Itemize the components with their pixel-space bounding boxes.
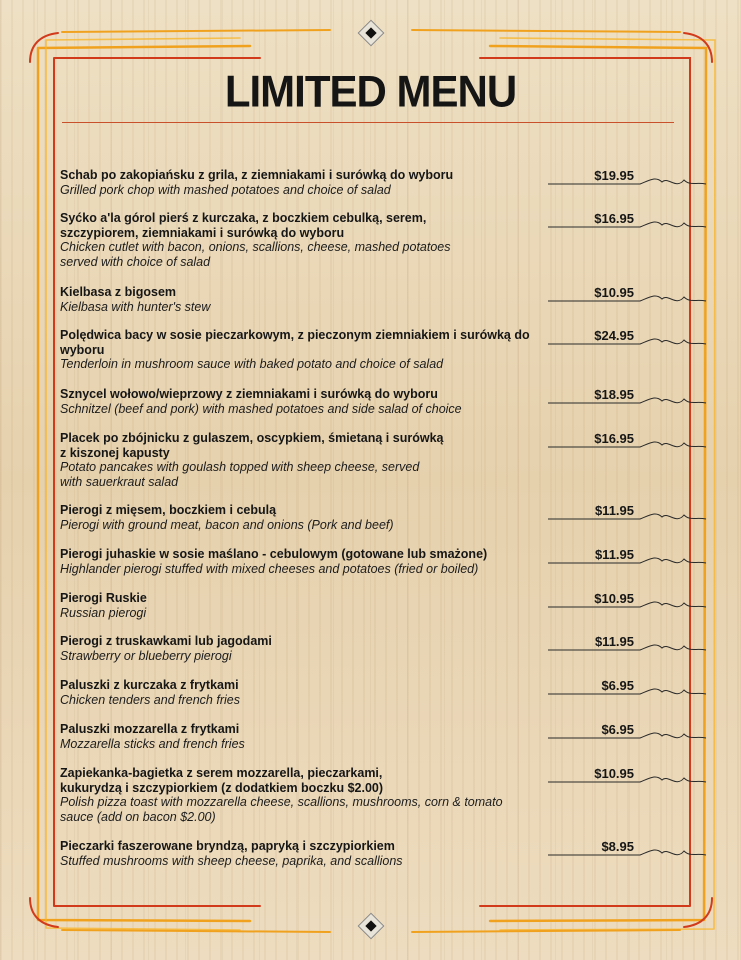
item-name: Pieczarki faszerowane bryndzą, papryką i szczypiorkiem [60, 839, 395, 853]
item-description: Polish pizza toast with mozzarella cheese, scallions, mushrooms, corn & tomato sauce (add on bacon $2.00) [60, 795, 503, 824]
price-swirl [548, 514, 706, 519]
item-description: Russian pierogi [60, 605, 147, 620]
item-price: $24.95 [594, 328, 634, 343]
item-price: $10.95 [594, 285, 634, 300]
item-name: Kielbasa z bigosem [60, 285, 177, 299]
item-price: $16.95 [594, 431, 634, 446]
item-description: Grilled pork chop with mashed potatoes and choice of salad [60, 182, 391, 197]
price-swirl [548, 558, 706, 563]
price-swirl [548, 398, 706, 403]
item-name: Paluszki mozzarella z frytkami [60, 722, 240, 736]
item-name: Syćko a'la górol pierś z kurczaka, z boczkiem cebulką, serem, szczypiorem, ziemniakami i surówką do wyboru [60, 211, 427, 240]
price-swirl [548, 602, 706, 607]
item-description: Chicken tenders and french fries [60, 692, 240, 707]
item-name: Paluszki z kurczaka z frytkami [60, 678, 239, 692]
item-description: Highlander pierogi stuffed with mixed cheeses and potatoes (fried or boiled) [60, 561, 479, 576]
item-name: Placek po zbójnicku z gulaszem, oscypkiem, śmietaną i surówką z kiszonej kapusty [60, 431, 444, 460]
item-name: Polędwica bacy w sosie pieczarkowym, z pieczonym ziemniakiem i surówką do wyboru [60, 328, 530, 357]
item-description: Stuffed mushrooms with sheep cheese, paprika, and scallions [60, 853, 403, 868]
item-description: Kielbasa with hunter's stew [60, 299, 211, 314]
item-price: $10.95 [594, 591, 634, 606]
price-swirl [548, 850, 706, 855]
item-price: $8.95 [601, 839, 634, 854]
item-name: Schab po zakopiańsku z grila, z ziemniakami i surówką do wyboru [60, 168, 454, 182]
price-swirl [548, 689, 706, 694]
item-description: Strawberry or blueberry pierogi [60, 648, 232, 663]
item-price: $6.95 [601, 722, 634, 737]
menu-title: LIMITED MENU [224, 66, 517, 117]
item-name: Pierogi z truskawkami lub jagodami [60, 634, 272, 648]
item-price: $6.95 [601, 678, 634, 693]
item-description: Chicken cutlet with bacon, onions, scallions, cheese, mashed potatoes served with choice of salad [60, 240, 451, 269]
item-name: Pierogi Ruskie [60, 591, 147, 605]
price-swirl [548, 296, 706, 301]
price-swirl [548, 179, 706, 184]
price-swirl [548, 645, 706, 650]
price-swirl [548, 339, 706, 344]
item-description: Pierogi with ground meat, bacon and onions (Pork and beef) [60, 517, 394, 532]
price-swirl [548, 442, 706, 447]
price-swirl [548, 777, 706, 782]
item-price: $16.95 [594, 211, 634, 226]
item-name: Sznycel wołowo/wieprzowy z ziemniakami i surówką do wyboru [60, 387, 438, 401]
price-swirl [548, 733, 706, 738]
item-price: $10.95 [594, 766, 634, 781]
item-name: Pierogi z mięsem, boczkiem i cebulą [60, 503, 277, 517]
item-price: $11.95 [594, 547, 634, 562]
item-description: Tenderloin in mushroom sauce with baked potato and choice of salad [60, 357, 444, 371]
item-description: Mozzarella sticks and french fries [60, 736, 245, 751]
item-price: $11.95 [594, 634, 634, 649]
item-name: Zapiekanka-bagietka z serem mozzarella, pieczarkami, kukurydzą i szczypiorkiem (z dodatkiem boczku $2.00) [60, 766, 384, 795]
item-description: Schnitzel (beef and pork) with mashed potatoes and side salad of choice [60, 401, 462, 416]
item-price: $18.95 [594, 387, 634, 402]
item-description: Potato pancakes with goulash topped with sheep cheese, served with sauerkraut salad [60, 460, 420, 489]
item-price: $19.95 [594, 168, 634, 183]
item-name: Pierogi juhaskie w sosie maślano - cebulowym (gotowane lub smażone) [60, 547, 488, 561]
item-price: $11.95 [594, 503, 634, 518]
price-swirl [548, 222, 706, 227]
